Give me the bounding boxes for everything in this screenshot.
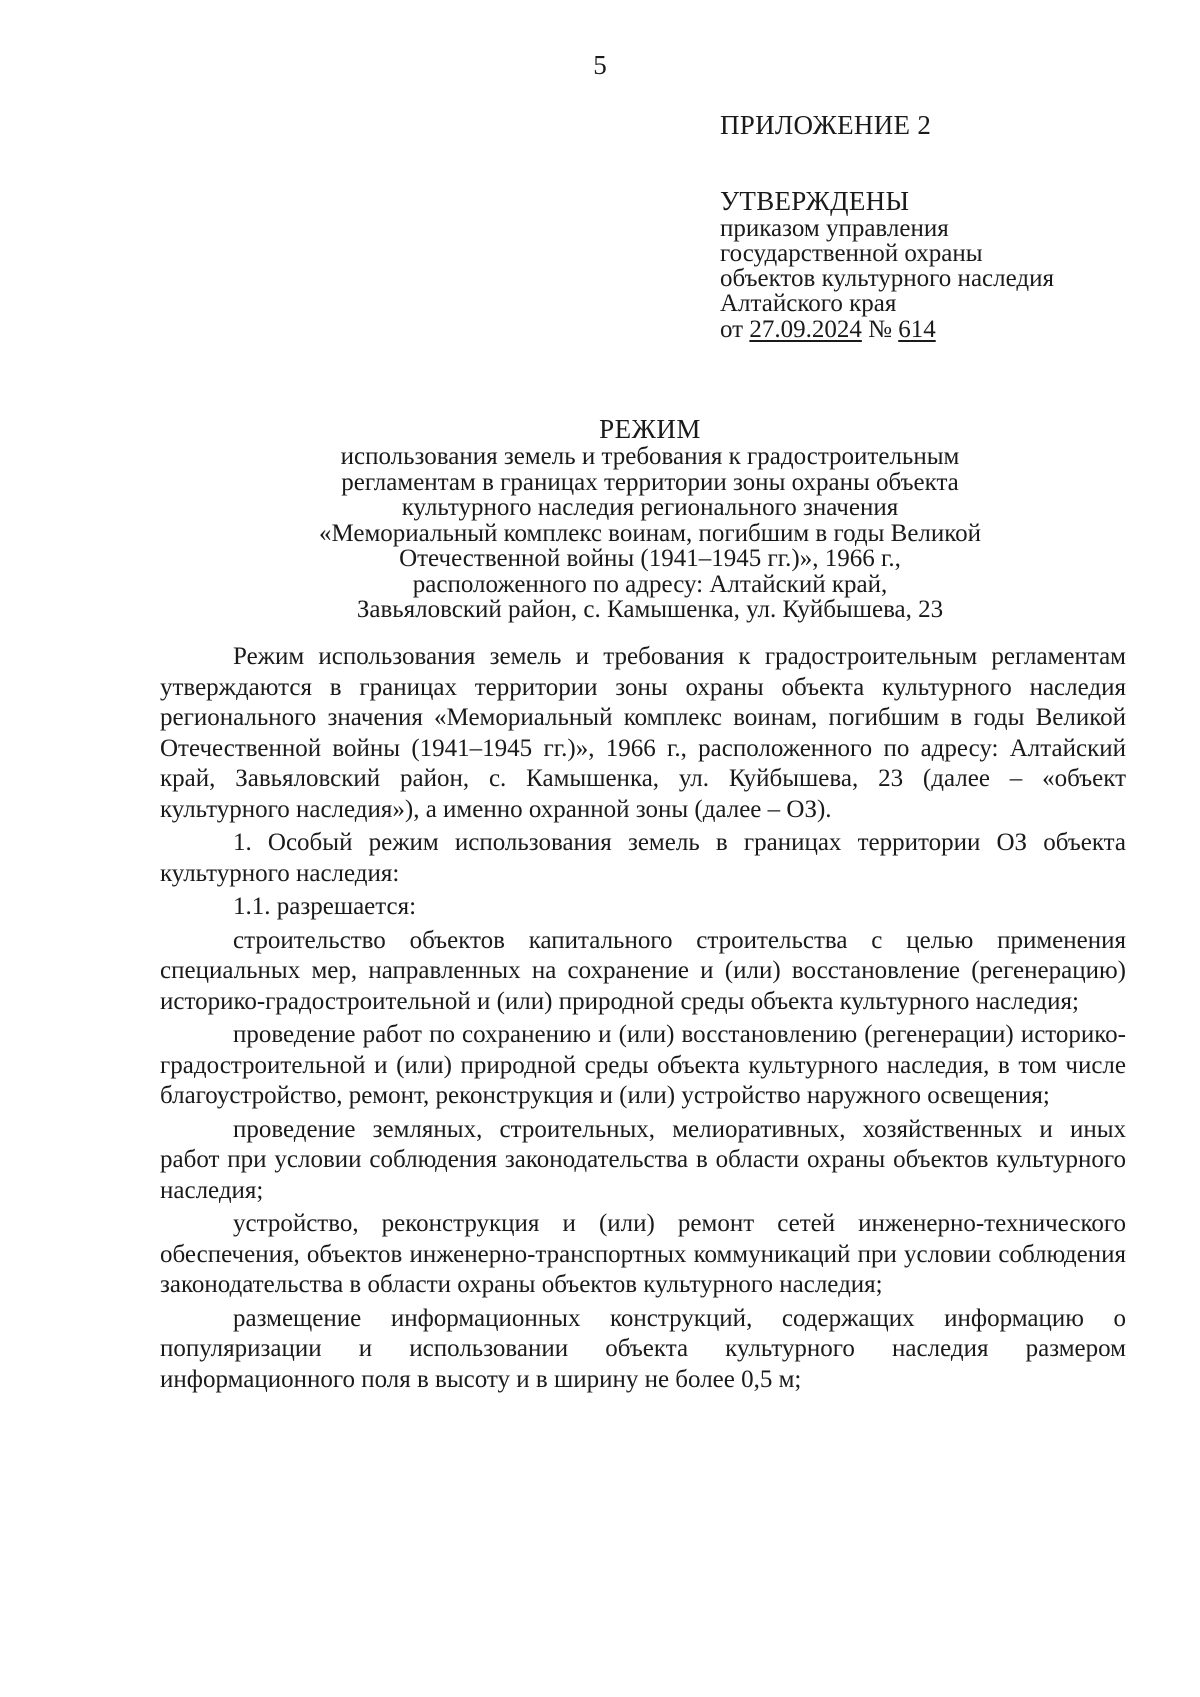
approved-by-line: приказом управления (720, 215, 949, 242)
order-reference (720, 316, 1160, 344)
document-title (160, 414, 1140, 623)
body-paragraph: 1. Особый режим использования земель в границах территории ОЗ объекта культурного наследия: (160, 829, 1126, 887)
title-line: Завьяловский район, с. Камышенка, ул. Куйбышева, 23 (356, 596, 944, 623)
title-line: «Мемориальный комплекс воинам, погибшим в годы Великой (318, 519, 982, 547)
title-line: использования земель и требования к градостроительным (340, 443, 960, 470)
approved-by-line: объектов культурного наследия (720, 265, 1054, 292)
order-number-sign: № (868, 316, 892, 343)
body-paragraph: устройство, реконструкция и (или) ремонт сетей инженерно-технического обеспечения, объектов инженерно-транспортных коммуникаций при условии соблюдения законодательства в области охраны объектов культурного наследия; (160, 1210, 1126, 1298)
document-body (160, 642, 1126, 1395)
order-number: 614 (898, 316, 936, 343)
appendix-label: ПРИЛОЖЕНИЕ 2 (720, 110, 932, 140)
title-line: Отечественной войны (1941–1945 гг.)», 1966 г., (399, 545, 901, 572)
body-paragraph: размещение информационных конструкций, содержащих информацию о популяризации и использовании объекта культурного наследия размером информационного поля в высоту и в ширину не более 0,5 м; (160, 1304, 1126, 1393)
body-paragraph: проведение земляных, строительных, мелиоративных, хозяйственных и иных работ при условии соблюдения законодательства в области охраны объектов культурного наследия; (160, 1115, 1126, 1204)
page-number: 5 (593, 50, 607, 80)
approved-by-line: Алтайского края (720, 290, 897, 317)
approved-by-line: государственной охраны (720, 240, 983, 267)
title-line: расположенного по адресу: Алтайский край, (412, 570, 888, 598)
body-paragraph: Режим использования земель и требования к градостроительным регламентам утверждаются в границах территории зоны охраны объекта культурного наследия регионального значения «Мемориальный комплекс воинам, погибшим в годы Великой Отечественной войны (1941–1945 гг.)», 1966 г., расположенного по адресу: Алтайский край, Завьяловский район, с. Камышенка, ул. Куйбышева, 23 (далее – «объект культурного наследия»), а именно охранной зоны (далее – ОЗ). (160, 643, 1126, 823)
title-heading: РЕЖИМ (599, 414, 701, 444)
title-line: регламентам в границах территории зоны охраны объекта (341, 468, 959, 496)
order-date: 27.09.2024 (749, 316, 862, 343)
title-line: культурного наследия регионального значения (401, 494, 899, 521)
body-paragraph: строительство объектов капитального строительства с целью применения специальных мер, направленных на сохранение и (или) восстановление (регенерацию) историко-градостроительной и (или) природной среды объекта культурного наследия; (160, 926, 1126, 1015)
approved-label: УТВЕРЖДЕНЫ (720, 186, 910, 216)
body-paragraph: 1.1. разрешается: (233, 893, 417, 920)
body-paragraph: проведение работ по сохранению и (или) восстановлению (регенерации) историко-градостроительной и (или) природной среды объекта культурного наследия, в том числе благоустройство, ремонт, реконструкция и (или) устройство наружного освещения; (160, 1021, 1126, 1109)
approval-header (720, 110, 1160, 344)
order-prefix: от (720, 316, 744, 343)
